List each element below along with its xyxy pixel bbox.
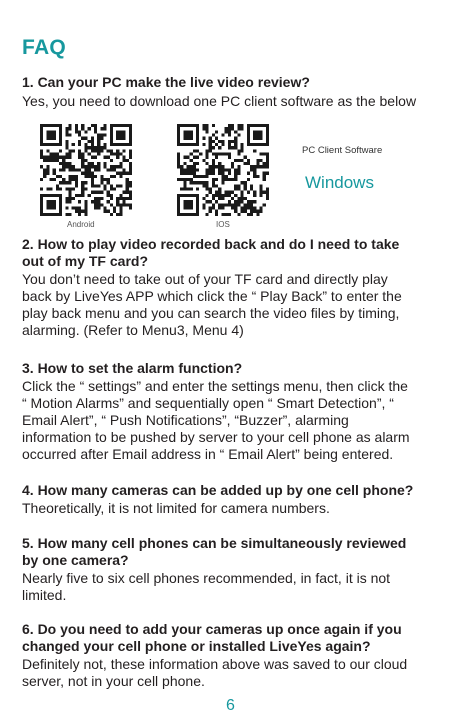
pc-client-software-label: PC Client Software [302,145,383,156]
faq-5-answer [22,570,390,604]
answer-line: Email Alert”, “ Push Notifications”, “Buzzer”, alarming [22,412,349,428]
question-line: 3. How to set the alarm function? [22,360,243,376]
answer-line: “ Motion Alarms” and sequentially open “ Smart Detection”, “ [22,395,394,411]
faq-4-question [22,482,413,499]
faq-3-question [22,360,242,377]
answer-line: Click the “ settings” and enter the settings menu, then click the [22,378,408,394]
android-qr-code-icon [40,124,132,216]
answer-line: occurred after Email address in “ Email Alert” being entered. [22,446,394,462]
page-number: 6 [226,697,235,714]
answer-line: play back menu and you can search the video files by timing, [22,305,400,321]
question-line: 5. How many cell phones can be simultaneously reviewed [22,535,407,551]
faq-1-answer [22,93,416,110]
question-line: 1. Can your PC make the live video review? [22,74,310,90]
answer-line: You don’t need to take out of your TF card and directly play [22,271,388,287]
answer-line: Nearly five to six cell phones recommended, in fact, it is not [22,570,391,586]
ios-qr-code-icon [177,124,269,216]
answer-line: Definitely not, these information above was saved to our cloud [22,656,408,672]
faq-2-question [22,236,399,270]
page-title: FAQ [22,36,67,59]
answer-line: alarming. (Refer to Menu3, Menu 4) [22,322,244,338]
answer-line: back by LiveYes APP which click the “ Play Back” to enter the [22,288,402,304]
ios-label: IOS [216,220,230,229]
answer-line: limited. [22,587,67,603]
question-line: by one camera? [22,552,129,568]
faq-3-answer [22,378,410,463]
faq-4-answer [22,500,330,517]
question-line: 2. How to play video recorded back and do I need to take [22,236,400,252]
faq-5-question [22,535,406,569]
faq-6-answer [22,656,407,690]
question-line: out of my TF card? [22,253,148,269]
question-line: 4. How many cameras can be added up by one cell phone? [22,482,414,498]
answer-line: information to be pushed by server to your cell phone as alarm [22,429,410,445]
faq-1-question [22,74,310,91]
question-line: 6. Do you need to add your cameras up once again if you [22,621,402,637]
windows-download-link[interactable]: Windows [305,173,374,192]
android-label: Android [67,220,95,229]
faq-6-question [22,621,402,655]
faq-2-answer [22,271,402,339]
answer-line: Yes, you need to download one PC client software as the below [22,93,417,109]
answer-line: server, not in your cell phone. [22,673,205,689]
question-line: changed your cell phone or installed LiveYes again? [22,638,371,654]
answer-line: Theoretically, it is not limited for camera numbers. [22,500,330,516]
